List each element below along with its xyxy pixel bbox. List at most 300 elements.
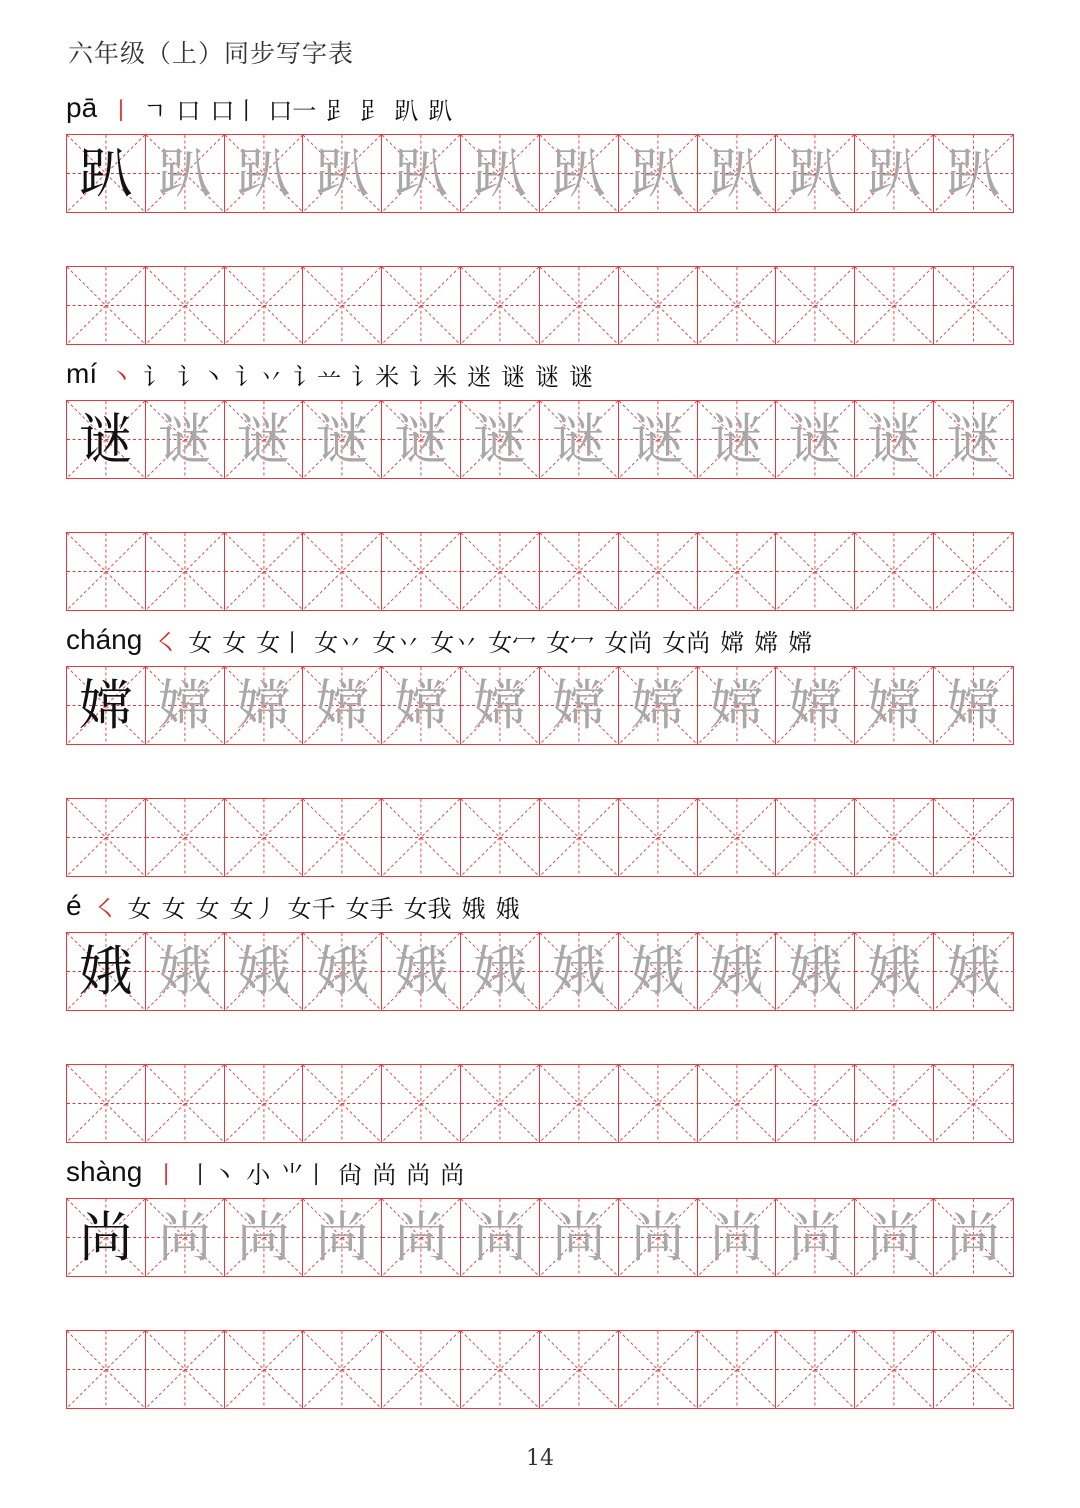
mizi-guide-lines bbox=[303, 799, 381, 876]
stroke-order-step: 女丿 bbox=[229, 894, 278, 923]
mizi-guide-lines bbox=[461, 267, 539, 344]
blank-writing-cell[interactable] bbox=[461, 1065, 540, 1142]
mizi-guide-lines bbox=[225, 1331, 303, 1408]
mizi-guide-lines bbox=[461, 799, 539, 876]
mizi-guide-lines bbox=[461, 1331, 539, 1408]
stroke-order-step: 讠䒑 bbox=[293, 362, 342, 391]
stroke-order-step: 女 bbox=[161, 894, 186, 923]
trace-character-cell bbox=[698, 401, 777, 478]
mizi-guide-lines bbox=[540, 799, 618, 876]
trace-grid-row bbox=[66, 1198, 1014, 1277]
stroke-order-sequence bbox=[154, 1155, 474, 1190]
trace-character: 谜 bbox=[551, 407, 606, 471]
mizi-guide-lines bbox=[619, 799, 697, 876]
mizi-guide-lines bbox=[382, 1331, 460, 1408]
trace-character-cell bbox=[698, 135, 777, 212]
blank-writing-cell[interactable] bbox=[776, 267, 855, 344]
trace-character: 嫦 bbox=[788, 673, 843, 737]
trace-character-cell bbox=[382, 135, 461, 212]
stroke-order-step: 女丨 bbox=[256, 628, 305, 657]
model-character: 趴 bbox=[78, 141, 133, 205]
trace-character-cell bbox=[382, 401, 461, 478]
mizi-guide-lines bbox=[540, 533, 618, 610]
trace-character: 尚 bbox=[946, 1205, 1001, 1269]
model-character: 娥 bbox=[78, 939, 133, 1003]
trace-character-cell bbox=[776, 135, 855, 212]
model-character: 嫦 bbox=[78, 673, 133, 737]
mizi-guide-lines bbox=[146, 1331, 224, 1408]
trace-character-cell bbox=[461, 667, 540, 744]
mizi-guide-lines bbox=[303, 1065, 381, 1142]
trace-character: 嫦 bbox=[236, 673, 291, 737]
stroke-order-step: 口一 bbox=[268, 96, 317, 125]
stroke-order-step: 𧾷 bbox=[326, 96, 351, 125]
mizi-guide-lines bbox=[67, 1331, 145, 1408]
blank-writing-cell[interactable] bbox=[934, 799, 1013, 876]
mizi-guide-lines bbox=[776, 533, 854, 610]
trace-character-cell bbox=[461, 933, 540, 1010]
blank-practice-row bbox=[66, 266, 1014, 345]
trace-character: 嫦 bbox=[315, 673, 370, 737]
trace-character: 尚 bbox=[788, 1205, 843, 1269]
stroke-order-sequence bbox=[94, 889, 530, 924]
trace-character-cell bbox=[225, 667, 304, 744]
trace-character: 谜 bbox=[867, 407, 922, 471]
blank-writing-cell[interactable] bbox=[461, 1331, 540, 1408]
blank-writing-cell[interactable] bbox=[225, 799, 304, 876]
trace-character-cell bbox=[303, 933, 382, 1010]
mizi-guide-lines bbox=[698, 1065, 776, 1142]
blank-writing-cell[interactable] bbox=[776, 533, 855, 610]
trace-character: 谜 bbox=[473, 407, 528, 471]
trace-character-cell bbox=[698, 933, 777, 1010]
mizi-guide-lines bbox=[67, 1065, 145, 1142]
stroke-order-step: 女冖 bbox=[488, 628, 537, 657]
stroke-order-step: 口丨 bbox=[210, 96, 259, 125]
blank-writing-cell[interactable] bbox=[382, 267, 461, 344]
trace-character-cell bbox=[698, 667, 777, 744]
mizi-guide-lines bbox=[303, 533, 381, 610]
blank-writing-cell[interactable] bbox=[225, 533, 304, 610]
trace-character-cell bbox=[382, 667, 461, 744]
blank-writing-cell[interactable] bbox=[382, 1331, 461, 1408]
stroke-order-step: 女 bbox=[188, 628, 213, 657]
stroke-order-step: 谜 bbox=[501, 362, 526, 391]
blank-writing-cell[interactable] bbox=[619, 1065, 698, 1142]
trace-character: 谜 bbox=[236, 407, 291, 471]
trace-character-cell bbox=[855, 933, 934, 1010]
trace-character: 嫦 bbox=[473, 673, 528, 737]
trace-character-cell bbox=[855, 667, 934, 744]
trace-character: 尚 bbox=[709, 1205, 764, 1269]
trace-character-cell bbox=[540, 933, 619, 1010]
stroke-order-step: 女我 bbox=[403, 894, 452, 923]
blank-writing-cell[interactable] bbox=[619, 799, 698, 876]
trace-character: 趴 bbox=[157, 141, 212, 205]
stroke-order-step: 尚 bbox=[372, 1160, 397, 1189]
trace-character-cell bbox=[461, 1199, 540, 1276]
pinyin-stroke-line bbox=[66, 88, 462, 128]
blank-writing-cell[interactable] bbox=[540, 1331, 619, 1408]
pinyin-label: é bbox=[66, 890, 82, 921]
blank-writing-cell[interactable] bbox=[67, 533, 146, 610]
trace-character: 谜 bbox=[709, 407, 764, 471]
trace-character: 娥 bbox=[867, 939, 922, 1003]
stroke-order-step: 女 bbox=[127, 894, 152, 923]
blank-writing-cell[interactable] bbox=[461, 533, 540, 610]
stroke-order-step: 迷 bbox=[467, 362, 492, 391]
mizi-guide-lines bbox=[776, 1065, 854, 1142]
trace-character-cell bbox=[540, 401, 619, 478]
stroke-order-step: ㄱ bbox=[143, 96, 167, 125]
stroke-order-step: 尚 bbox=[440, 1160, 465, 1189]
blank-writing-cell[interactable] bbox=[698, 1065, 777, 1142]
trace-character-cell bbox=[146, 933, 225, 1010]
blank-writing-cell[interactable] bbox=[146, 799, 225, 876]
page-title: 六年级（上）同步写字表 bbox=[68, 39, 355, 68]
stroke-order-step: 讠米 bbox=[351, 362, 400, 391]
trace-character: 趴 bbox=[551, 141, 606, 205]
trace-character: 尚 bbox=[867, 1205, 922, 1269]
blank-writing-cell[interactable] bbox=[698, 267, 777, 344]
stroke-order-step: 小 bbox=[246, 1160, 271, 1189]
stroke-order-step: 谜 bbox=[535, 362, 560, 391]
trace-character: 谜 bbox=[788, 407, 843, 471]
mizi-guide-lines bbox=[934, 533, 1013, 610]
stroke-order-step: 女丷 bbox=[430, 628, 479, 657]
blank-writing-cell[interactable] bbox=[855, 533, 934, 610]
trace-character-cell bbox=[382, 1199, 461, 1276]
trace-character: 趴 bbox=[394, 141, 449, 205]
trace-character: 娥 bbox=[315, 939, 370, 1003]
trace-character: 谜 bbox=[157, 407, 212, 471]
pinyin-stroke-line bbox=[66, 354, 603, 394]
blank-writing-cell[interactable] bbox=[382, 533, 461, 610]
stroke-order-sequence bbox=[109, 91, 462, 126]
mizi-guide-lines bbox=[855, 799, 933, 876]
trace-character-cell bbox=[225, 401, 304, 478]
mizi-guide-lines bbox=[225, 533, 303, 610]
blank-writing-cell[interactable] bbox=[855, 267, 934, 344]
stroke-order-step: 女尚 bbox=[604, 628, 653, 657]
stroke-order-step: 尚 bbox=[406, 1160, 431, 1189]
mizi-guide-lines bbox=[934, 799, 1013, 876]
trace-character-cell bbox=[540, 667, 619, 744]
trace-character-cell bbox=[934, 933, 1013, 1010]
trace-character: 趴 bbox=[473, 141, 528, 205]
pinyin-stroke-line bbox=[66, 886, 530, 926]
stroke-order-step: 女手 bbox=[345, 894, 394, 923]
stroke-order-step: 趴 bbox=[394, 96, 419, 125]
blank-writing-cell[interactable] bbox=[855, 1331, 934, 1408]
stroke-order-step: 丨丶 bbox=[188, 1160, 237, 1189]
stroke-order-step: 娥 bbox=[461, 894, 486, 923]
stroke-order-step: 讠丶 bbox=[177, 362, 226, 391]
mizi-guide-lines bbox=[934, 1065, 1013, 1142]
blank-writing-cell[interactable] bbox=[67, 1065, 146, 1142]
stroke-order-step: 嫦 bbox=[720, 628, 745, 657]
trace-character: 嫦 bbox=[867, 673, 922, 737]
character-entry bbox=[66, 886, 1016, 1146]
stroke-order-step: 讠 bbox=[143, 362, 168, 391]
mizi-guide-lines bbox=[146, 533, 224, 610]
trace-character-cell bbox=[146, 135, 225, 212]
trace-grid-row bbox=[66, 134, 1014, 213]
mizi-guide-lines bbox=[146, 1065, 224, 1142]
stroke-order-step: 女冖 bbox=[546, 628, 595, 657]
mizi-guide-lines bbox=[698, 533, 776, 610]
stroke-order-sequence bbox=[109, 357, 603, 392]
trace-character: 趴 bbox=[236, 141, 291, 205]
trace-character-cell bbox=[146, 667, 225, 744]
trace-character-cell bbox=[934, 1199, 1013, 1276]
trace-character-cell bbox=[303, 135, 382, 212]
trace-character: 谜 bbox=[315, 407, 370, 471]
trace-character: 嫦 bbox=[709, 673, 764, 737]
mizi-guide-lines bbox=[461, 533, 539, 610]
blank-writing-cell[interactable] bbox=[698, 533, 777, 610]
trace-character: 娥 bbox=[157, 939, 212, 1003]
blank-writing-cell[interactable] bbox=[67, 799, 146, 876]
pinyin-stroke-line bbox=[66, 1152, 474, 1192]
pinyin-label: shàng bbox=[66, 1156, 143, 1187]
mizi-guide-lines bbox=[619, 1065, 697, 1142]
model-character-cell bbox=[67, 1199, 146, 1276]
trace-character-cell bbox=[776, 401, 855, 478]
trace-grid-row bbox=[66, 400, 1014, 479]
model-character: 尚 bbox=[78, 1205, 133, 1269]
mizi-guide-lines bbox=[776, 799, 854, 876]
pinyin-label: pā bbox=[66, 92, 98, 123]
model-character-cell bbox=[67, 667, 146, 744]
blank-writing-cell[interactable] bbox=[382, 1065, 461, 1142]
mizi-guide-lines bbox=[382, 799, 460, 876]
blank-practice-row bbox=[66, 1330, 1014, 1409]
character-entry bbox=[66, 620, 1016, 880]
blank-writing-cell[interactable] bbox=[855, 799, 934, 876]
blank-writing-cell[interactable] bbox=[67, 267, 146, 344]
stroke-order-step: 讠米 bbox=[409, 362, 458, 391]
stroke-order-step: 女尚 bbox=[662, 628, 711, 657]
trace-character-cell bbox=[619, 667, 698, 744]
mizi-guide-lines bbox=[540, 1065, 618, 1142]
trace-character: 趴 bbox=[630, 141, 685, 205]
blank-practice-row bbox=[66, 798, 1014, 877]
mizi-guide-lines bbox=[146, 799, 224, 876]
trace-character: 尚 bbox=[551, 1205, 606, 1269]
stroke-order-sequence bbox=[154, 623, 822, 658]
trace-character-cell bbox=[146, 401, 225, 478]
mizi-guide-lines bbox=[776, 1331, 854, 1408]
trace-character: 尚 bbox=[236, 1205, 291, 1269]
trace-character-cell bbox=[461, 401, 540, 478]
mizi-guide-lines bbox=[934, 267, 1013, 344]
stroke-order-step: 女 bbox=[222, 628, 247, 657]
trace-character: 娥 bbox=[709, 939, 764, 1003]
trace-character-cell bbox=[934, 135, 1013, 212]
blank-writing-cell[interactable] bbox=[619, 267, 698, 344]
stroke-order-step: 娥 bbox=[495, 894, 520, 923]
blank-writing-cell[interactable] bbox=[698, 799, 777, 876]
blank-writing-cell[interactable] bbox=[540, 267, 619, 344]
blank-writing-cell[interactable] bbox=[225, 267, 304, 344]
blank-practice-row bbox=[66, 1064, 1014, 1143]
mizi-guide-lines bbox=[303, 1331, 381, 1408]
stroke-order-step: ⺌丨 bbox=[280, 1160, 329, 1189]
pinyin-label: cháng bbox=[66, 624, 143, 655]
trace-character: 尚 bbox=[315, 1205, 370, 1269]
blank-writing-cell[interactable] bbox=[698, 1331, 777, 1408]
trace-character-cell bbox=[540, 1199, 619, 1276]
trace-character-cell bbox=[461, 135, 540, 212]
blank-writing-cell[interactable] bbox=[619, 533, 698, 610]
trace-character: 尚 bbox=[630, 1205, 685, 1269]
blank-writing-cell[interactable] bbox=[303, 1331, 382, 1408]
trace-character-cell bbox=[146, 1199, 225, 1276]
mizi-guide-lines bbox=[303, 267, 381, 344]
trace-character: 娥 bbox=[788, 939, 843, 1003]
trace-character: 嫦 bbox=[157, 673, 212, 737]
trace-character: 娥 bbox=[630, 939, 685, 1003]
blank-writing-cell[interactable] bbox=[540, 1065, 619, 1142]
mizi-guide-lines bbox=[382, 1065, 460, 1142]
blank-writing-cell[interactable] bbox=[146, 1065, 225, 1142]
blank-writing-cell[interactable] bbox=[146, 533, 225, 610]
mizi-guide-lines bbox=[855, 1331, 933, 1408]
blank-writing-cell[interactable] bbox=[67, 1331, 146, 1408]
trace-character: 趴 bbox=[315, 141, 370, 205]
blank-writing-cell[interactable] bbox=[934, 1331, 1013, 1408]
blank-writing-cell[interactable] bbox=[382, 799, 461, 876]
character-entry bbox=[66, 1152, 1016, 1412]
trace-character: 趴 bbox=[709, 141, 764, 205]
mizi-guide-lines bbox=[146, 267, 224, 344]
blank-writing-cell[interactable] bbox=[934, 267, 1013, 344]
page-number: 14 bbox=[526, 1446, 554, 1471]
mizi-guide-lines bbox=[855, 267, 933, 344]
mizi-guide-lines bbox=[619, 1331, 697, 1408]
mizi-guide-lines bbox=[776, 267, 854, 344]
trace-character: 尚 bbox=[394, 1205, 449, 1269]
trace-character-cell bbox=[855, 1199, 934, 1276]
mizi-guide-lines bbox=[67, 267, 145, 344]
trace-character: 趴 bbox=[946, 141, 1001, 205]
trace-character: 嫦 bbox=[630, 673, 685, 737]
blank-writing-cell[interactable] bbox=[619, 1331, 698, 1408]
mizi-guide-lines bbox=[934, 1331, 1013, 1408]
trace-character: 娥 bbox=[473, 939, 528, 1003]
stroke-order-step: 丨 bbox=[109, 96, 134, 125]
mizi-guide-lines bbox=[698, 267, 776, 344]
blank-writing-cell[interactable] bbox=[146, 267, 225, 344]
mizi-guide-lines bbox=[461, 1065, 539, 1142]
trace-character-cell bbox=[855, 135, 934, 212]
mizi-guide-lines bbox=[540, 267, 618, 344]
trace-character-cell bbox=[776, 667, 855, 744]
trace-character-cell bbox=[619, 135, 698, 212]
mizi-guide-lines bbox=[67, 799, 145, 876]
mizi-guide-lines bbox=[225, 799, 303, 876]
trace-grid-row bbox=[66, 932, 1014, 1011]
trace-character: 娥 bbox=[946, 939, 1001, 1003]
trace-character-cell bbox=[382, 933, 461, 1010]
blank-writing-cell[interactable] bbox=[303, 799, 382, 876]
mizi-guide-lines bbox=[67, 533, 145, 610]
blank-writing-cell[interactable] bbox=[855, 1065, 934, 1142]
stroke-order-step: 丶 bbox=[109, 362, 134, 391]
trace-character-cell bbox=[698, 1199, 777, 1276]
mizi-guide-lines bbox=[698, 799, 776, 876]
trace-character-cell bbox=[225, 135, 304, 212]
trace-character-cell bbox=[855, 401, 934, 478]
blank-writing-cell[interactable] bbox=[540, 533, 619, 610]
blank-practice-row bbox=[66, 532, 1014, 611]
trace-character-cell bbox=[776, 933, 855, 1010]
mizi-guide-lines bbox=[619, 267, 697, 344]
stroke-order-step: 𧾷 bbox=[360, 96, 385, 125]
blank-writing-cell[interactable] bbox=[540, 799, 619, 876]
stroke-order-step: 女丷 bbox=[314, 628, 363, 657]
stroke-order-step: 讠丷 bbox=[235, 362, 284, 391]
model-character-cell bbox=[67, 401, 146, 478]
trace-character: 嫦 bbox=[394, 673, 449, 737]
trace-character: 谜 bbox=[946, 407, 1001, 471]
blank-writing-cell[interactable] bbox=[303, 533, 382, 610]
stroke-order-step: 女千 bbox=[287, 894, 336, 923]
blank-writing-cell[interactable] bbox=[303, 1065, 382, 1142]
trace-character-cell bbox=[934, 667, 1013, 744]
blank-writing-cell[interactable] bbox=[225, 1065, 304, 1142]
model-character-cell bbox=[67, 933, 146, 1010]
blank-writing-cell[interactable] bbox=[461, 267, 540, 344]
trace-character: 谜 bbox=[394, 407, 449, 471]
stroke-order-step: 谜 bbox=[569, 362, 594, 391]
stroke-order-step: 尙 bbox=[338, 1160, 363, 1189]
trace-character-cell bbox=[225, 1199, 304, 1276]
stroke-order-step: 口 bbox=[176, 96, 201, 125]
stroke-order-step: 丨 bbox=[154, 1160, 179, 1189]
mizi-guide-lines bbox=[855, 1065, 933, 1142]
character-entry bbox=[66, 354, 1016, 614]
mizi-guide-lines bbox=[698, 1331, 776, 1408]
stroke-order-step: ㇛ bbox=[93, 894, 118, 923]
blank-writing-cell[interactable] bbox=[461, 799, 540, 876]
trace-character: 趴 bbox=[867, 141, 922, 205]
trace-character: 尚 bbox=[157, 1205, 212, 1269]
blank-writing-cell[interactable] bbox=[146, 1331, 225, 1408]
blank-writing-cell[interactable] bbox=[934, 1065, 1013, 1142]
trace-character-cell bbox=[303, 1199, 382, 1276]
trace-character-cell bbox=[303, 667, 382, 744]
mizi-guide-lines bbox=[855, 533, 933, 610]
mizi-guide-lines bbox=[225, 267, 303, 344]
blank-writing-cell[interactable] bbox=[776, 1065, 855, 1142]
blank-writing-cell[interactable] bbox=[225, 1331, 304, 1408]
trace-character-cell bbox=[540, 135, 619, 212]
blank-writing-cell[interactable] bbox=[934, 533, 1013, 610]
mizi-guide-lines bbox=[225, 1065, 303, 1142]
blank-writing-cell[interactable] bbox=[776, 1331, 855, 1408]
pinyin-stroke-line bbox=[66, 620, 822, 660]
stroke-order-step: 趴 bbox=[428, 96, 453, 125]
blank-writing-cell[interactable] bbox=[303, 267, 382, 344]
stroke-order-step: ㇛ bbox=[154, 628, 179, 657]
stroke-order-step: 嫦 bbox=[788, 628, 813, 657]
trace-character-cell bbox=[619, 1199, 698, 1276]
blank-writing-cell[interactable] bbox=[776, 799, 855, 876]
mizi-guide-lines bbox=[382, 533, 460, 610]
model-character: 谜 bbox=[78, 407, 133, 471]
